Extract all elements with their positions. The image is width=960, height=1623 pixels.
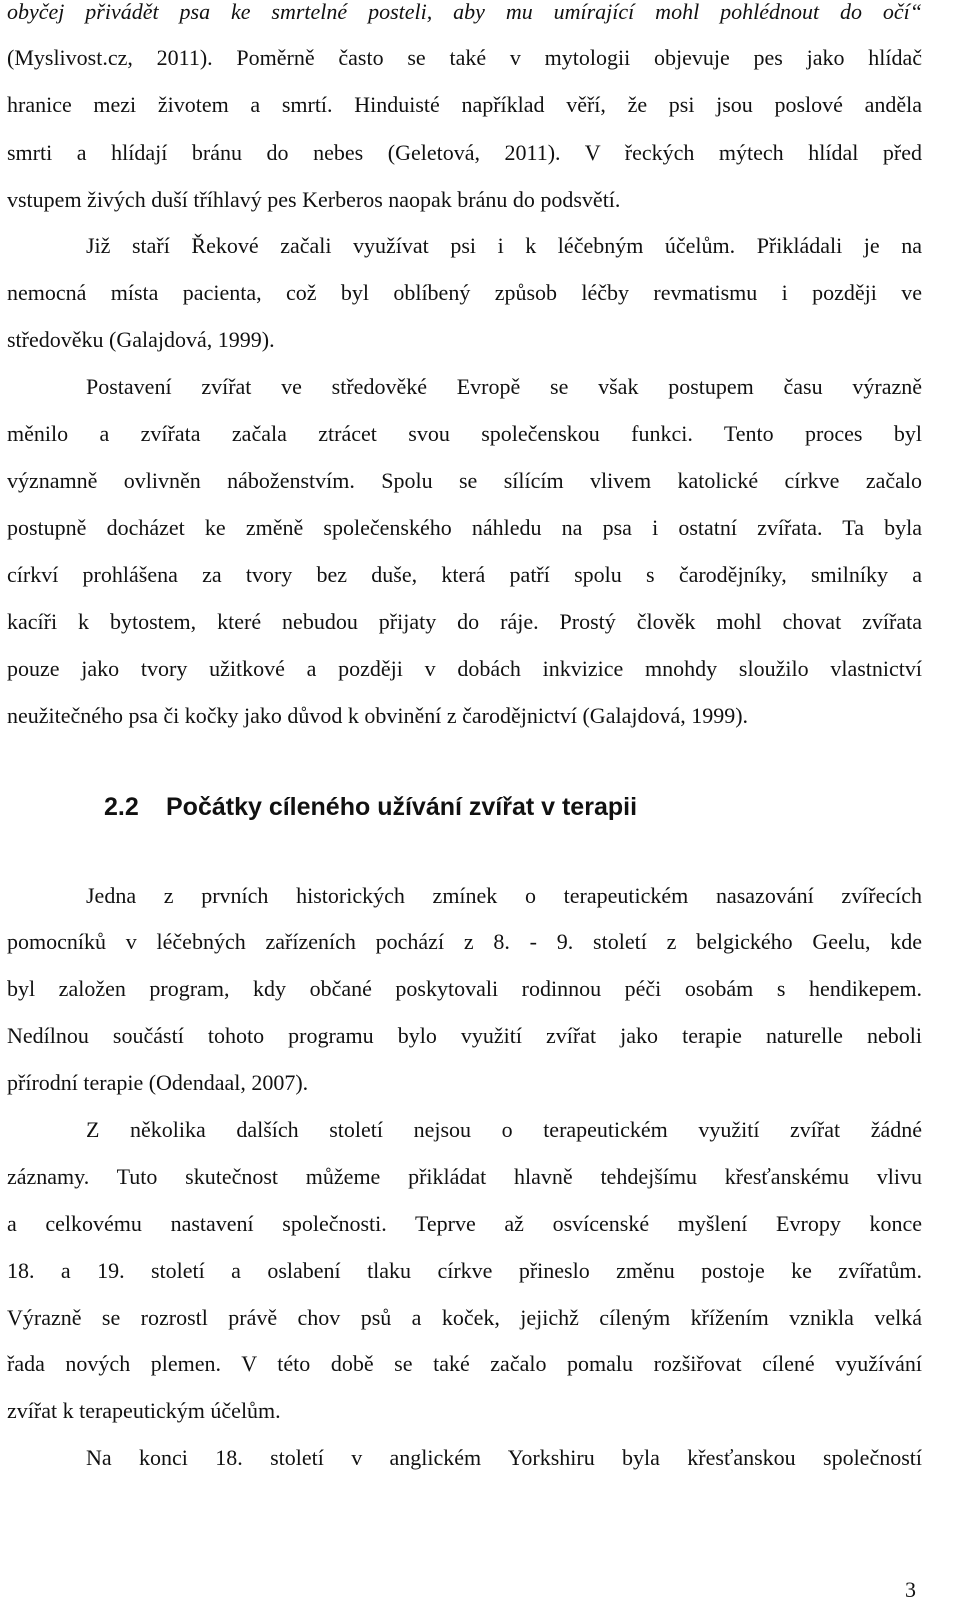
text-line: Jedna z prvních historických zmínek o terapeutickém nasazování zvířecích: [86, 883, 922, 908]
text-line: Na konci 18. století v anglickém Yorkshiru byla křesťanskou společností: [86, 1445, 922, 1470]
text-line: pouze jako tvory užitkové a později v dobách inkvizice mnohdy sloužilo vlastnictví: [7, 656, 922, 681]
text-line: zvířat k terapeutickým účelům.: [7, 1398, 281, 1423]
text-line: a celkovému nastavení společnosti. Teprve až osvícenské myšlení Evropy konce: [7, 1211, 922, 1236]
text-line: Již staří Řekové začali využívat psi i k léčebným účelům. Přikládali je na: [86, 233, 922, 258]
text-line: Postavení zvířat ve středověké Evropě se však postupem času výrazně: [86, 374, 922, 399]
text-line: 18. a 19. století a oslabení tlaku církve přineslo změnu postoje ke zvířatům.: [7, 1258, 922, 1283]
text-line: postupně docházet ke změně společenského náhledu na psa i ostatní zvířata. Ta byla: [7, 515, 922, 540]
section-title: Počátky cíleného užívání zvířat v terapii: [166, 793, 638, 821]
text-line: řada nových plemen. V této době se také začalo pomalu rozšiřovat cílené využívání: [7, 1351, 922, 1376]
text-line: církví prohlášena za tvory bez duše, která patří spolu s čarodějníky, smilníky a: [7, 562, 922, 587]
text-line: významně ovlivněn náboženstvím. Spolu se sílícím vlivem katolické církve začalo: [7, 468, 922, 493]
text-line: nemocná místa pacienta, což byl oblíbený způsob léčby revmatismu i později ve: [7, 280, 922, 305]
page-number: 3: [905, 1577, 916, 1602]
text-line: přírodní terapie (Odendaal, 2007).: [7, 1070, 309, 1095]
text-line: Výrazně se rozrostl právě chov psů a koček, jejichž cíleným křížením vznikla velká: [7, 1305, 922, 1330]
section-heading: [104, 790, 637, 824]
text-line: obyčej přivádět psa ke smrtelné posteli, aby mu umírající mohl pohlédnout do očí“: [7, 0, 922, 24]
text-line: záznamy. Tuto skutečnost můžeme přikládat hlavně tehdejšímu křesťanskému vlivu: [7, 1164, 922, 1189]
text-line: pomocníků v léčebných zařízeních pochází z 8. - 9. století z belgického Geelu, kde: [7, 929, 922, 954]
text-line: (Myslivost.cz, 2011). Poměrně často se také v mytologii objevuje pes jako hlídač: [7, 45, 922, 70]
text-line: neužitečného psa či kočky jako důvod k obvinění z čarodějnictví (Galajdová, 1999).: [7, 703, 749, 728]
section-number: 2.2: [104, 793, 139, 821]
text-line: byl založen program, kdy občané poskytovali rodinnou péči osobám s hendikepem.: [7, 976, 922, 1001]
text-line: kacíři k bytostem, které nebudou přijaty do ráje. Prostý člověk mohl chovat zvířata: [7, 609, 922, 634]
text-line: středověku (Galajdová, 1999).: [7, 327, 275, 352]
text-line: měnilo a zvířata začala ztrácet svou společenskou funkci. Tento proces byl: [7, 421, 922, 446]
text-line: smrti a hlídají bránu do nebes (Geletová, 2011). V řeckých mýtech hlídal před: [7, 140, 922, 165]
text-line: hranice mezi životem a smrtí. Hinduisté například věří, že psi jsou poslové anděla: [7, 92, 922, 117]
text-line: Z několika dalších století nejsou o terapeutickém využití zvířat žádné: [86, 1117, 922, 1142]
text-line: Nedílnou součástí tohoto programu bylo využití zvířat jako terapie naturelle neboli: [7, 1023, 922, 1048]
text-line: vstupem živých duší tříhlavý pes Kerberos naopak bránu do podsvětí.: [7, 187, 621, 212]
